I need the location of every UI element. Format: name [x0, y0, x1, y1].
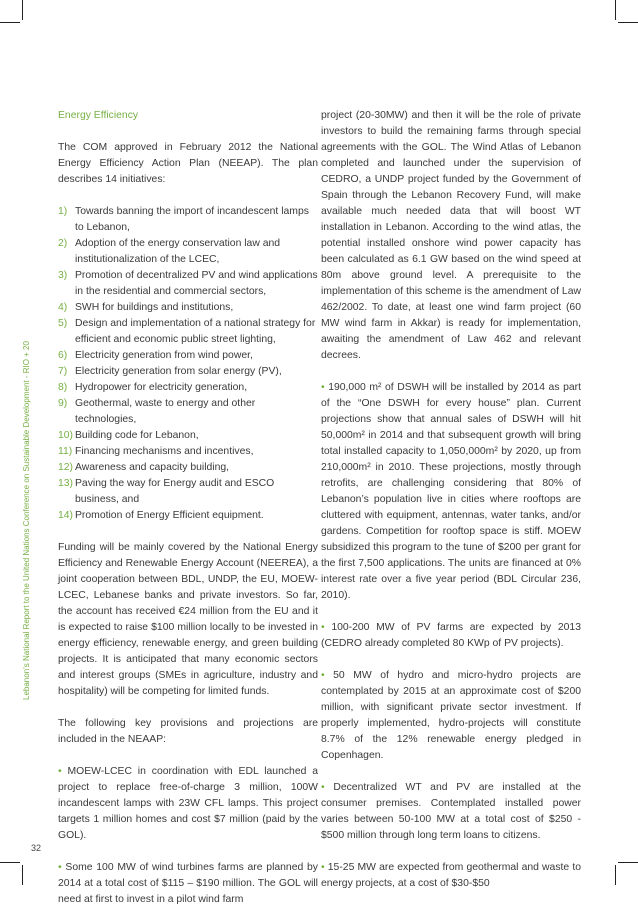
wind-continuation-paragraph: project (20-30MW) and then it will be the role of private investors to build the remaining farms through special agreements with the GOL. The Wind Atlas of Lebanon completed and launched under the supervision of CEDRO, a UNDP project funded by the Government of Spain through the Lebanon Recovery Fund, will make available much needed data that will boost WT installation in Lebanon. According to the wind atlas, the potential installed onshore wind power capacity has been calculated as 6.1 GW based on the wind speed at 80m above ground level. A prerequisite to the implementation of this scheme is the amendment of Law 462/2002. To date, at least one wind farm project (60 MW wind farm in Akkar) is ready for implementation, awaiting the amendment of Law 462 and relevant decrees. — [321, 110, 581, 361]
initiative-text: Paving the way for Energy audit and ESCO business, and — [75, 478, 275, 505]
crop-mark-bl-v — [22, 865, 23, 885]
initiative-item — [58, 460, 318, 476]
bullet-paragraph: • 15-25 MW are expected from geothermal and waste to energy projects, at a cost of $30-$50 — [321, 862, 581, 889]
initiative-text: Promotion of decentralized PV and wind applications in the residential and commercial sectors, — [75, 270, 318, 297]
bullet-dot-icon: • — [321, 622, 332, 633]
initiative-item — [58, 348, 318, 364]
bullet-dot-icon: • — [321, 670, 334, 681]
initiative-item — [58, 236, 318, 268]
initiative-number: 6) — [58, 350, 68, 361]
initiative-item — [58, 508, 318, 524]
initiative-text: Awareness and capacity building, — [75, 462, 230, 473]
initiative-text: Adoption of the energy conservation law and institutionalization of the LCEC, — [75, 238, 281, 265]
crop-mark-br-h — [618, 862, 638, 863]
bullet-dot-icon: • — [321, 382, 329, 393]
initiative-item — [58, 300, 318, 316]
crop-mark-tl-h — [0, 22, 20, 23]
initiative-number: 13) — [58, 478, 74, 489]
initiative-text: Electricity generation from solar energy (PV), — [75, 366, 282, 377]
crop-mark-tl-v — [22, 0, 23, 20]
initiative-item — [58, 428, 318, 444]
bullet-paragraph: • 100-200 MW of PV farms are expected by 2013 (CEDRO already completed 80 KWp of PV projects). — [321, 622, 581, 649]
initiative-item — [58, 364, 318, 380]
provisions-intro: The following key provisions and projections are included in the NEAAP: — [58, 718, 318, 745]
initiative-text: Design and implementation of a national strategy for efficient and economic public street lighting, — [75, 318, 316, 345]
initiative-item — [58, 396, 318, 428]
bullet-paragraph: • MOEW-LCEC in coordination with EDL launched a project to replace free-of-charge 3 million, 100W incandescent lamps with 23W CFL lamps. This project targets 1 million homes and cost $7 million (paid by the GOL). — [58, 766, 319, 841]
initiative-text: Promotion of Energy Efficient equipment. — [75, 510, 264, 521]
initiative-item — [58, 316, 318, 348]
section-heading: Energy Efficiency — [58, 110, 139, 121]
initiative-number: 5) — [58, 318, 68, 329]
bullet-dot-icon: • — [58, 766, 68, 777]
bullet-dot-icon: • — [58, 862, 66, 873]
initiative-number: 14) — [58, 510, 74, 521]
initiative-number: 12) — [58, 462, 74, 473]
bullet-paragraph: • Some 100 MW of wind turbines farms are planned by 2014 at a total cost of $115 – $190 million. The GOL will need at first to invest in a pilot wind farm — [58, 862, 318, 905]
initiative-text: Towards banning the import of incandescent lamps to Lebanon, — [75, 206, 309, 233]
initiative-text: Hydropower for electricity generation, — [75, 382, 248, 393]
initiative-text: SWH for buildings and institutions, — [75, 302, 234, 313]
crop-mark-bl-h — [0, 862, 20, 863]
funding-paragraph: Funding will be mainly covered by the National Energy Efficiency and Renewable Energy Account (NEEREA), a joint cooperation between BDL, UNDP, the EU, MOEW-LCEC, Lebanese banks and private investors. So far, the account has received €24 million from the EU and it is expected to raise $100 million locally to be invested in energy efficiency, renewable energy, and green building projects. It is anticipated that many economic sectors and interest groups (SMEs in agriculture, industry and hospitality) will be competing for limited funds. — [58, 542, 318, 697]
bullet-dot-icon: • — [321, 782, 334, 793]
initiative-number: 9) — [58, 398, 68, 409]
crop-mark-tr-v — [615, 0, 616, 20]
initiative-number: 1) — [58, 206, 68, 217]
bullet-paragraph: • 190,000 m² of DSWH will be installed by 2014 as part of the “One DSWH for every house” plan. Current projections show that annual sales of DSWH will hit 50,000m² in 2014 and that subsequent growth will bring total installed capacity to 1,050,000m² by 2020, up from 210,000m² in 2010. These projections, mostly through retrofits, are challenging considering that 80% of Lebanon’s population live in cities where rooftops are cluttered with equipment, antennas, water tanks, and/or gardens. Competition for rooftop space is stiff. MOEW subsidized this program to the tune of $200 per grant for the first 7,500 applications. The units are financed at 0% interest rate over a five year period (BDL Circular 236, 2010). — [321, 382, 581, 601]
initiative-number: 4) — [58, 302, 68, 313]
initiative-text: Financing mechanisms and incentives, — [75, 446, 254, 457]
bullet-paragraph: • 50 MW of hydro and micro-hydro projects are contemplated by 2015 at an approximate cost of $200 million, with significant private sector investment. If properly implemented, hydro-projects will constitute 8.7% of the 12% renewable energy pledged in Copenhagen. — [321, 670, 581, 761]
initiative-text: Geothermal, waste to energy and other technologies, — [75, 398, 256, 425]
initiative-text: Building code for Lebanon, — [75, 430, 199, 441]
initiative-number: 8) — [58, 382, 68, 393]
initiative-item — [58, 268, 318, 300]
initiative-item — [58, 204, 318, 236]
initiative-number: 11) — [58, 446, 73, 457]
initiative-number: 7) — [58, 366, 68, 377]
bullet-paragraph: • Decentralized WT and PV are installed at the consumer premises. Contemplated installed power varies between 50-100 MW at a total cost of $250 - $500 million through long term loans to citizens. — [321, 782, 582, 841]
initiative-text: Electricity generation from wind power, — [75, 350, 253, 361]
initiative-item — [58, 476, 318, 508]
right-column — [321, 108, 581, 908]
crop-mark-tr-h — [618, 22, 638, 23]
initiative-item — [58, 444, 318, 460]
sidebar-report-title: Lebanon’s National Report to the United Nations Conference on Sustainable Development - RIO + 20 — [22, 341, 31, 700]
initiative-number: 10) — [58, 430, 74, 441]
page-number: 32 — [31, 843, 42, 853]
initiative-item — [58, 380, 318, 396]
left-column — [58, 108, 318, 924]
initiatives-list — [58, 204, 318, 524]
initiative-number: 3) — [58, 270, 68, 281]
bullet-dot-icon: • — [321, 862, 328, 873]
intro-paragraph: The COM approved in February 2012 the National Energy Efficiency Action Plan (NEEAP). The plan describes 14 initiatives: — [58, 142, 318, 185]
initiative-number: 2) — [58, 238, 68, 249]
crop-mark-br-v — [615, 865, 616, 885]
